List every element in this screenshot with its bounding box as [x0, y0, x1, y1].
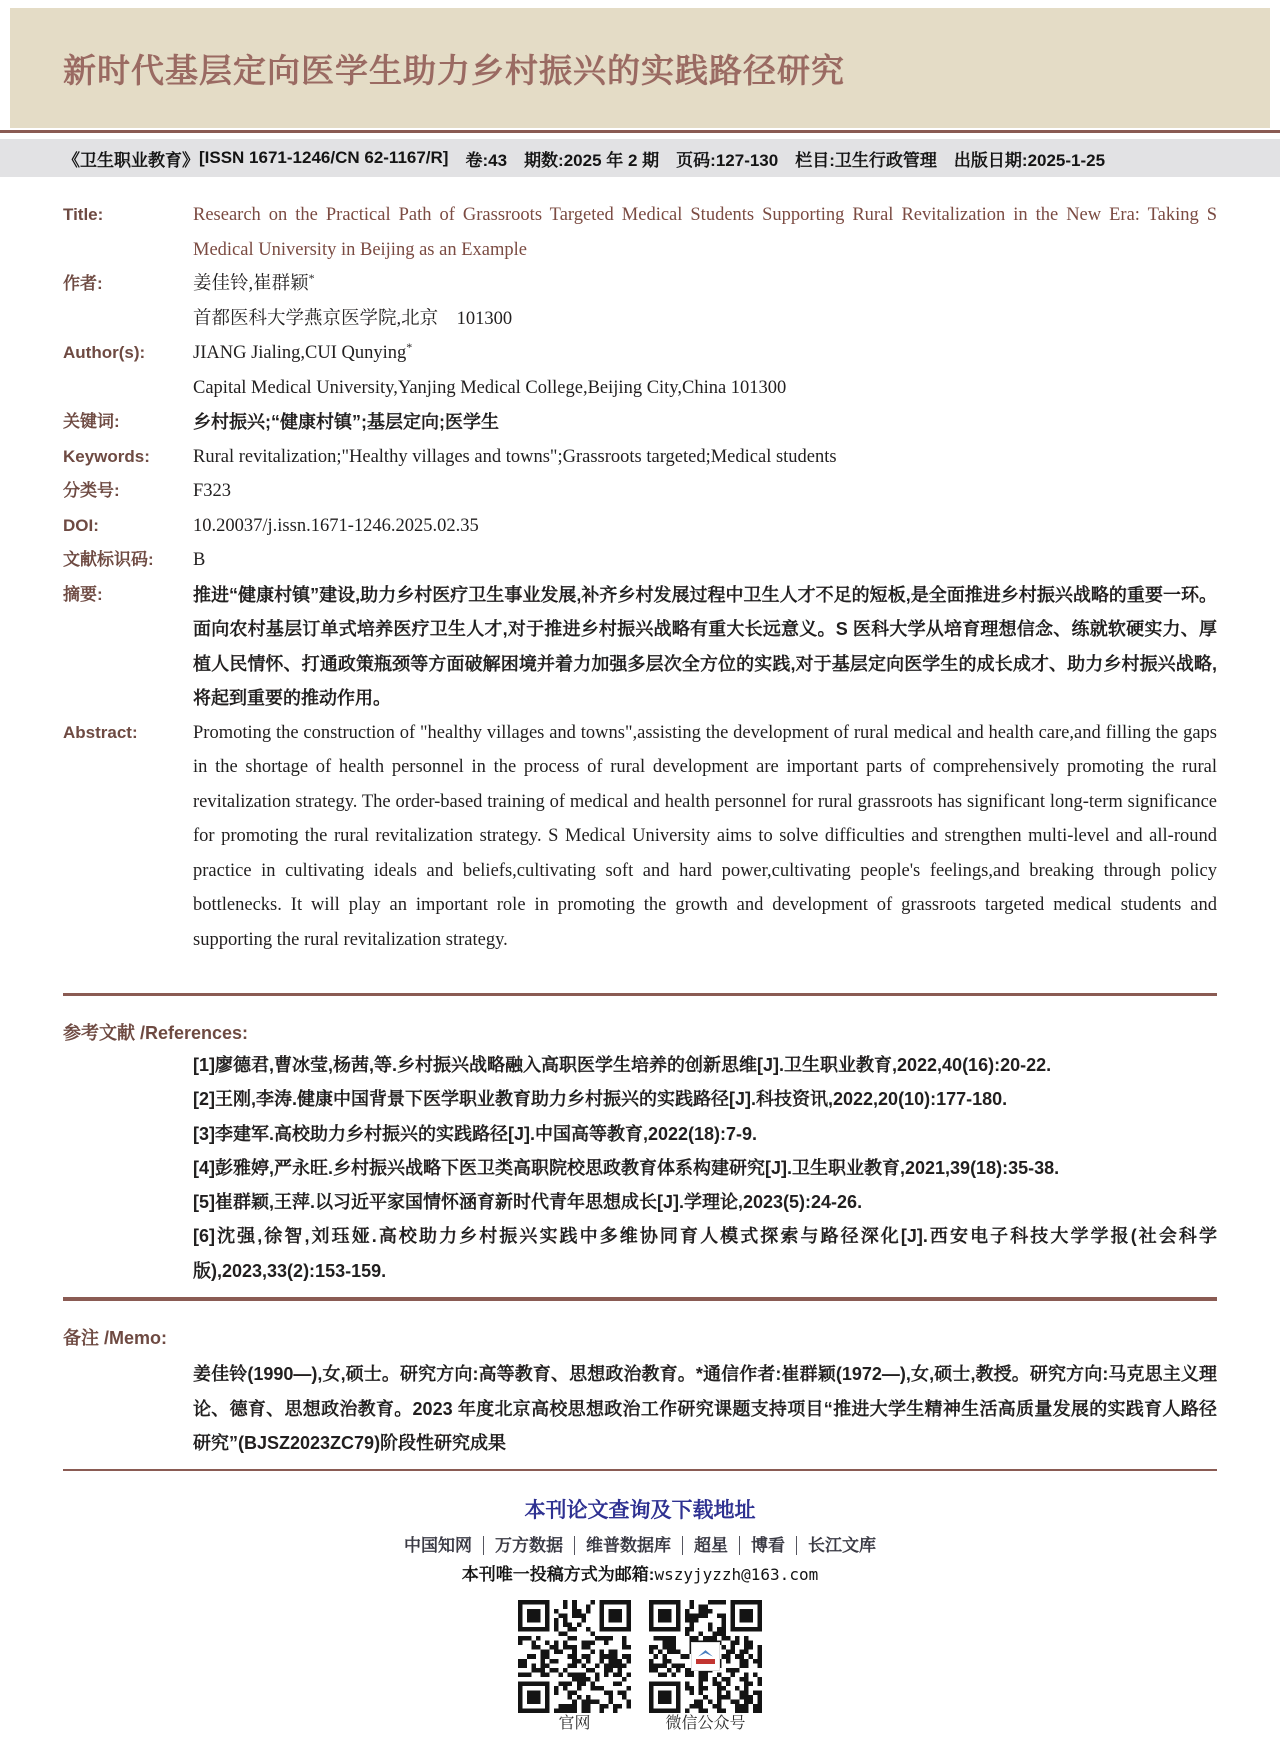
journal-column: 栏目:卫生行政管理	[795, 150, 937, 170]
field-label: 文献标识码:	[63, 550, 154, 569]
metadata-section	[63, 177, 1217, 1734]
field-author-cn	[63, 267, 1217, 336]
database-item: 维普数据库	[575, 1536, 683, 1555]
author-names-cn: 姜佳铃,崔群颖*	[193, 270, 315, 294]
field-value: 乡村振兴;“健康村镇”;基层定向;医学生	[193, 412, 499, 432]
references-list	[193, 1048, 1217, 1288]
corresponding-author-mark: *	[308, 270, 315, 285]
qr-box-website	[518, 1600, 631, 1734]
author-affiliation-en: Capital Medical University,Yanjing Medical College,Beijing City,China 101300	[193, 377, 787, 398]
field-keywords-en	[63, 440, 1217, 475]
reference-item: [2]王刚,李涛.健康中国背景下医学职业教育助力乡村振兴的实践路径[J].科技资讯,2022,20(10):177-180.	[193, 1089, 1008, 1110]
field-abstract-en	[63, 716, 1217, 958]
article-metadata-page	[0, 8, 1280, 1734]
submission-line	[63, 1562, 1217, 1588]
field-label: 分类号:	[63, 481, 120, 500]
article-header	[10, 8, 1270, 128]
submission-email: wszyjyzzh@163.com	[654, 1564, 819, 1584]
database-item: 中国知网	[393, 1536, 484, 1555]
field-value: Research on the Practical Path of Grassroots Targeted Medical Students Supporting Rural Revitalization in the New Era: Taking S Medical University in Beijing as an Example	[193, 205, 1217, 260]
article-title-cn: 新时代基层定向医学生助力乡村振兴的实践路径研究	[63, 51, 845, 89]
references-heading: 参考文献 /References:	[63, 1023, 249, 1043]
field-label: DOI:	[63, 515, 99, 535]
field-label: 关键词:	[63, 412, 120, 431]
header-divider-rule	[0, 130, 1280, 133]
reference-item: [1]廖德君,曹冰莹,杨茜,等.乡村振兴战略融入高职医学生培养的创新思维[J].卫生职业教育,2022,40(16):20-22.	[193, 1055, 1052, 1075]
field-value: 推进“健康村镇”建设,助力乡村医疗卫生事业发展,补齐乡村发展过程中卫生人才不足的短板,是全面推进乡村振兴战略的重要一环。面向农村基层订单式培养医疗卫生人才,对于推进乡村振兴战略有重大长远意义。S 医科大学从培育理想信念、练就软硬实力、厚植人民情怀、打通政策瓶颈等方面破解困境并着力加强多层次全方位的实践,对于基层定向医学生的成长成才、助力乡村振兴战略,将起到重要的推动作用。	[193, 584, 1217, 708]
journal-name: 《卫生职业教育》	[63, 150, 199, 170]
reference-item: [6]沈强,徐智,刘珏娅.高校助力乡村振兴实践中多维协同育人模式探索与路径深化[J].西安电子科技大学学报(社会科学版),2023,33(2):153-159.	[193, 1226, 1217, 1281]
field-value	[193, 336, 1217, 405]
footer-heading: 本刊论文查询及下载地址	[524, 1498, 756, 1522]
database-item: 博看	[740, 1536, 797, 1555]
field-label: 摘要:	[63, 584, 103, 604]
journal-pub-date: 出版日期:2025-1-25	[953, 150, 1106, 170]
qr-box-wechat	[649, 1600, 762, 1734]
field-author-en	[63, 336, 1217, 405]
section-divider-rule	[63, 1469, 1217, 1471]
download-footer	[63, 1495, 1217, 1734]
field-value: F323	[193, 481, 232, 501]
journal-info-bar	[0, 139, 1280, 177]
journal-pages: 页码:127-130	[676, 150, 779, 170]
field-value: Rural revitalization;"Healthy villages and towns";Grassroots targeted;Medical students	[193, 446, 837, 467]
field-label: Title:	[63, 205, 104, 224]
qr-label: 官网	[558, 1714, 591, 1732]
reference-item: [5]崔群颖,王萍.以习近平家国情怀涵育新时代青年思想成长[J].学理论,2023(5):24-26.	[193, 1192, 863, 1213]
memo-heading: 备注 /Memo:	[63, 1328, 168, 1349]
qr-code-website-icon	[518, 1600, 631, 1713]
field-label: Author(s):	[63, 343, 146, 362]
corresponding-author-mark: *	[406, 339, 413, 354]
reference-item: [3]李建军.高校助力乡村振兴的实践路径[J].中国高等教育,2022(18):7-9.	[193, 1123, 758, 1144]
section-divider-rule	[63, 993, 1217, 996]
submission-label: 本刊唯一投稿方式为邮箱:	[461, 1564, 655, 1584]
field-label: Keywords:	[63, 446, 150, 466]
author-affiliation-cn: 首都医科大学燕京医学院,北京 101300	[193, 308, 513, 329]
field-value: Promoting the construction of "healthy villages and towns",assisting the development of rural medical and health care,and filling the gaps in the shortage of health personnel in the process of rural development are important parts of comprehensively promoting the rural revitalization strategy. The order-based training of medical and health personnel for rural grassroots has significant long-term significance for promoting the rural revitalization strategy. S Medical University aims to solve difficulties and strengthen multi-level and all-round practice in cultivating ideals and beliefs,cultivating soft and hard power,cultivating people's feelings,and breaking through policy bottlenecks. It will play an important role in promoting the growth and development of grassroots targeted medical students and supporting the rural revitalization strategy.	[193, 722, 1217, 950]
field-keywords-cn	[63, 405, 1217, 440]
qr-label: 微信公众号	[665, 1714, 746, 1732]
field-abstract-cn	[63, 578, 1217, 716]
field-value: 10.20037/j.issn.1671-1246.2025.02.35	[193, 515, 479, 536]
journal-volume: 卷:43	[465, 150, 508, 170]
field-document-code	[63, 543, 1217, 578]
database-item: 超星	[683, 1536, 740, 1555]
field-title-en	[63, 198, 1217, 267]
journal-issue: 期数:2025 年 2 期	[524, 150, 660, 170]
journal-issn: [ISSN 1671-1246/CN 62-1167/R]	[199, 148, 449, 167]
field-value: B	[193, 550, 206, 570]
memo-text: 姜佳铃(1990—),女,硕士。研究方向:高等教育、思想政治教育。*通信作者:崔群颖(1972—),女,硕士,教授。研究方向:马克思主义理论、德育、思想政治教育。2023 年度北京高校思想政治工作研究课题支持项目“推进大学生精神生活高质量发展的实践育人路径研究”(BJSZ2023ZC79)阶段性研究成果	[193, 1364, 1217, 1454]
field-classification	[63, 474, 1217, 509]
field-doi	[63, 509, 1217, 544]
qr-code-row	[63, 1600, 1217, 1734]
reference-item: [4]彭雅婷,严永旺.乡村振兴战略下医卫类高职院校思政教育体系构建研究[J].卫生职业教育,2021,39(18):35-38.	[193, 1157, 1060, 1178]
section-divider-rule	[63, 1297, 1217, 1301]
field-label: Abstract:	[63, 722, 138, 742]
database-item: 万方数据	[484, 1536, 575, 1555]
database-list	[63, 1532, 1217, 1560]
author-names-en: JIANG Jialing,CUI Qunying*	[193, 339, 413, 363]
field-label: 作者:	[63, 274, 103, 293]
field-value	[193, 267, 1217, 336]
database-item: 长江文库	[808, 1535, 876, 1555]
journal-logo-icon	[691, 1642, 720, 1671]
